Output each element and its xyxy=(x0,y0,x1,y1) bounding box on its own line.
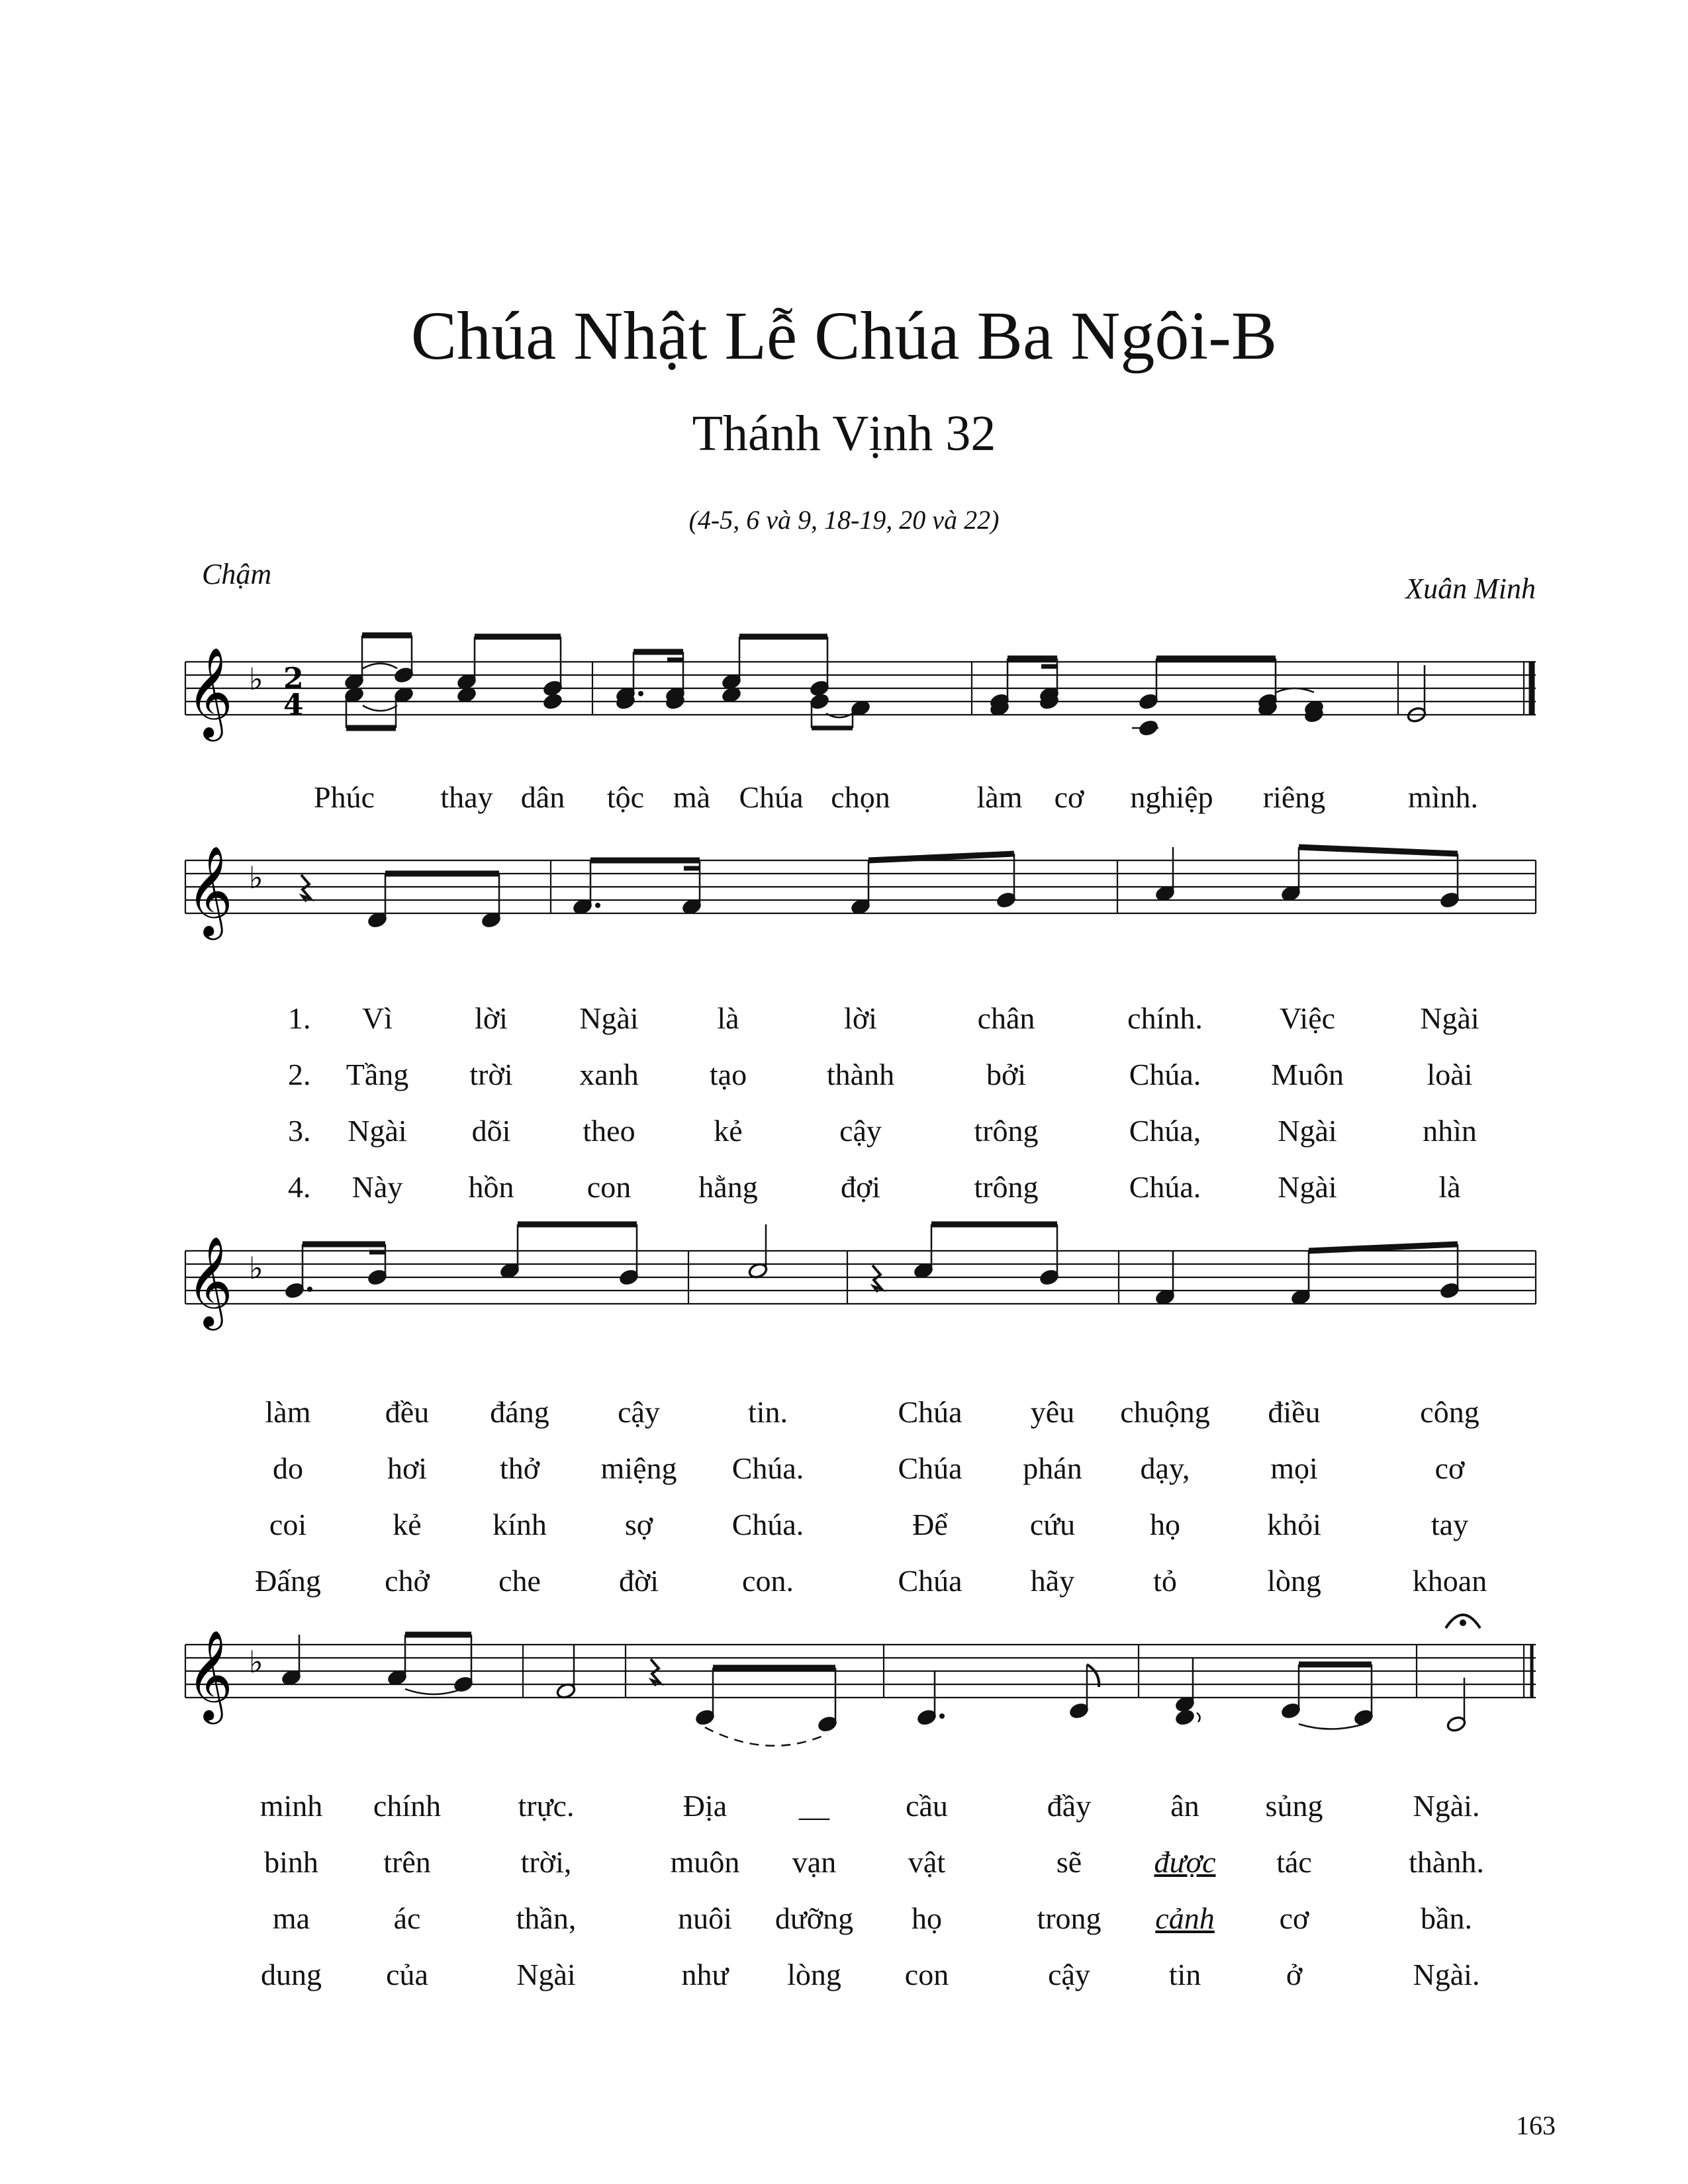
treble-clef: 𝄞 xyxy=(187,646,233,737)
lyric-syllable: bởi xyxy=(986,1058,1027,1091)
lyric-syllable: Phúc xyxy=(314,780,375,814)
lyric-syllable: __ xyxy=(799,1789,829,1823)
verse-number: 3. xyxy=(288,1114,311,1148)
lyric-syllable: kính xyxy=(492,1508,547,1541)
page-number: 163 xyxy=(1516,2111,1556,2140)
psalm-verse-reference: (4-5, 6 và 9, 18-19, 20 và 22) xyxy=(688,505,1000,535)
lyric-syllable: hơi xyxy=(387,1451,428,1485)
lyric-syllable: Chúa xyxy=(898,1395,962,1429)
lyric-syllable: chuộng xyxy=(1120,1395,1210,1429)
lyric-syllable: sủng xyxy=(1265,1789,1323,1823)
lyric-syllable: Ngài xyxy=(516,1958,576,1991)
lyric-syllable-emphasized: cảnh xyxy=(1155,1901,1215,1935)
lyric-syllable: tin xyxy=(1168,1958,1201,1991)
lyric-syllable: cậy xyxy=(618,1395,660,1429)
lyric-syllable: cậy xyxy=(1048,1958,1090,1991)
lyric-syllable: Ngài. xyxy=(1413,1958,1480,1991)
lyric-syllable: Ngài xyxy=(1278,1170,1337,1204)
verse-notes-2 xyxy=(285,1224,1460,1306)
lyric-syllable: như xyxy=(681,1958,729,1991)
lyric-syllable: binh xyxy=(264,1845,318,1879)
lyric-syllable: là xyxy=(1438,1170,1461,1204)
lyric-syllable: tin. xyxy=(747,1395,788,1429)
lyric-syllable: Ngài xyxy=(1420,1001,1479,1035)
lyric-syllable: của xyxy=(386,1958,428,1991)
lyric-syllable: tỏ xyxy=(1153,1564,1177,1598)
lyric-syllable: Chúa. xyxy=(1129,1170,1201,1204)
lyric-syllable: cơ xyxy=(1054,780,1084,814)
lyric-syllable: chính. xyxy=(1127,1001,1203,1035)
lyric-syllable: theo xyxy=(583,1114,635,1148)
lyric-syllable: đợi xyxy=(840,1170,881,1204)
lyric-syllable: tộc xyxy=(606,780,645,814)
song-title: Chúa Nhật Lễ Chúa Ba Ngôi-B xyxy=(410,298,1278,374)
lyric-syllable: ác xyxy=(393,1901,421,1935)
lyric-syllable: ở xyxy=(1286,1958,1303,1991)
lyric-syllable: kẻ xyxy=(714,1114,743,1148)
lyric-syllable: Vì xyxy=(362,1001,393,1035)
flat-key-signature: ♭ xyxy=(249,1644,263,1680)
lyric-syllable: miệng xyxy=(600,1451,677,1485)
lyric-syllable: nuôi xyxy=(678,1901,732,1935)
staff-verse-2 xyxy=(185,1251,1536,1304)
tempo-marking: Chậm xyxy=(202,558,272,590)
lyric-syllable: do xyxy=(273,1451,303,1485)
lyric-syllable: chân xyxy=(977,1001,1035,1035)
lyric-syllable: nhìn xyxy=(1423,1114,1477,1148)
lyric-syllable: là xyxy=(717,1001,739,1035)
lyric-syllable: lòng xyxy=(787,1958,841,1991)
lyric-syllable: công xyxy=(1420,1395,1479,1429)
lyric-syllable: đều xyxy=(385,1395,430,1429)
lyric-syllable: thành xyxy=(826,1058,895,1091)
lyric-syllable: mà xyxy=(673,780,711,814)
lyric-syllable: Ngài xyxy=(348,1114,407,1148)
lyric-syllable: coi xyxy=(269,1508,307,1541)
lyric-syllable: hồn xyxy=(468,1170,514,1204)
lyric-syllable: họ xyxy=(1150,1508,1180,1541)
lyric-syllable: Việc xyxy=(1279,1001,1336,1035)
lyric-syllable: Ngài xyxy=(1278,1114,1337,1148)
lyric-syllable: bần. xyxy=(1421,1901,1472,1935)
treble-clef: 𝄞 xyxy=(187,844,233,936)
lyric-syllable: loài xyxy=(1427,1058,1473,1091)
treble-clef: 𝄞 xyxy=(187,1629,233,1720)
verse-notes-1 xyxy=(301,847,1460,929)
lyric-syllable: trực. xyxy=(518,1789,575,1823)
treble-clef: 𝄞 xyxy=(187,1235,233,1326)
lyric-syllable: thần, xyxy=(516,1901,577,1935)
verse-number: 2. xyxy=(288,1058,311,1091)
lyric-syllable: điều xyxy=(1268,1395,1321,1429)
lyric-syllable: tạo xyxy=(709,1058,747,1091)
lyric-syllable: đầy xyxy=(1047,1789,1092,1823)
lyric-syllable: khỏi xyxy=(1267,1508,1321,1541)
lyric-syllable: đời xyxy=(618,1564,659,1598)
lyric-syllable: hãy xyxy=(1030,1564,1075,1598)
lyric-syllable: kẻ xyxy=(393,1508,422,1541)
lyric-syllable: dõi xyxy=(471,1114,511,1148)
lyric-syllable: riêng xyxy=(1262,780,1326,814)
lyric-syllable: che xyxy=(498,1564,541,1598)
flat-key-signature: ♭ xyxy=(249,1250,263,1286)
lyric-syllable: cầu xyxy=(906,1789,948,1823)
lyric-syllable: Chúa xyxy=(898,1451,962,1485)
lyric-syllable: Tầng xyxy=(346,1058,409,1091)
lyric-syllable: chở xyxy=(385,1564,430,1598)
lyric-syllable: thành. xyxy=(1409,1845,1484,1879)
lyric-syllable: Để xyxy=(912,1508,948,1541)
lyric-syllable: ma xyxy=(272,1901,310,1935)
lyric-syllable: yêu xyxy=(1030,1395,1075,1429)
lyric-syllable: Chúa, xyxy=(1129,1114,1201,1148)
lyric-syllable: trên xyxy=(383,1845,431,1879)
lyric-syllable: Này xyxy=(352,1170,403,1204)
lyric-syllable: trong xyxy=(1037,1901,1102,1935)
verse-number: 1. xyxy=(288,1001,311,1035)
lyric-syllable: tác xyxy=(1276,1845,1312,1879)
lyric-syllable: trông xyxy=(974,1170,1039,1204)
lyric-syllable: Chúa xyxy=(898,1564,962,1598)
lyric-syllable: Chúa. xyxy=(731,1451,804,1485)
lyric-syllable: Chúa xyxy=(739,780,804,814)
lyric-syllable: Ngài. xyxy=(1413,1789,1480,1823)
lyric-syllable: lòng xyxy=(1267,1564,1321,1598)
lyric-syllable: con xyxy=(586,1170,632,1204)
lyric-syllable: minh xyxy=(259,1789,323,1823)
lyric-syllable: sẽ xyxy=(1056,1845,1082,1879)
lyric-syllable: họ xyxy=(912,1901,942,1935)
refrain-notes xyxy=(344,635,1427,737)
psalm-subtitle: Thánh Vịnh 32 xyxy=(692,406,996,461)
lyric-syllable-emphasized: được xyxy=(1154,1845,1216,1879)
time-signature-bottom: 4 xyxy=(283,688,304,722)
lyric-syllable: dưỡng xyxy=(774,1901,854,1935)
composer-name: Xuân Minh xyxy=(1405,572,1536,605)
lyric-syllable: Chúa. xyxy=(731,1508,804,1541)
lyric-syllable: chọn xyxy=(831,780,890,814)
lyric-syllable: vạn xyxy=(792,1845,837,1879)
lyric-syllable: mình. xyxy=(1407,780,1479,814)
lyric-syllable: lời xyxy=(844,1001,877,1035)
staff-verse-3 xyxy=(185,1645,1536,1698)
lyric-syllable: Chúa. xyxy=(1129,1058,1201,1091)
lyric-syllable: cứu xyxy=(1029,1508,1076,1541)
verse-number: 4. xyxy=(288,1170,311,1204)
lyric-syllable: trông xyxy=(974,1114,1039,1148)
lyric-syllable: xanh xyxy=(579,1058,639,1091)
lyric-syllable: Muôn xyxy=(1271,1058,1344,1091)
lyric-syllable: trời, xyxy=(520,1845,572,1879)
lyric-syllable: làm xyxy=(265,1395,311,1429)
lyric-syllable: cơ xyxy=(1279,1901,1309,1935)
lyric-syllable: cơ xyxy=(1434,1451,1465,1485)
lyric-syllable: dạy, xyxy=(1140,1451,1190,1485)
lyric-syllable: cậy xyxy=(839,1114,882,1148)
time-signature-top: 2 xyxy=(283,662,304,696)
lyric-syllable: dung xyxy=(261,1958,322,1991)
flat-key-signature: ♭ xyxy=(249,860,263,895)
lyric-syllable: mọi xyxy=(1270,1451,1318,1485)
lyric-syllable: con xyxy=(904,1958,949,1991)
lyric-syllable: làm xyxy=(976,780,1023,814)
lyric-syllable: dân xyxy=(520,780,565,814)
lyric-syllable: thay xyxy=(440,780,493,814)
lyric-syllable: chính xyxy=(373,1789,442,1823)
lyric-syllable: phán xyxy=(1023,1451,1082,1485)
lyric-syllable: con. xyxy=(742,1564,794,1598)
lyric-syllable: vật xyxy=(908,1845,946,1879)
flat-key-signature: ♭ xyxy=(249,661,263,697)
lyric-syllable: Ngài xyxy=(579,1001,639,1035)
lyric-syllable: hằng xyxy=(698,1170,758,1204)
lyric-syllable: muôn xyxy=(670,1845,740,1879)
lyric-syllable: thở xyxy=(499,1451,540,1485)
lyric-syllable: sợ xyxy=(624,1508,653,1541)
lyric-syllable: đáng xyxy=(490,1395,549,1429)
lyric-syllable: lời xyxy=(475,1001,508,1035)
verse-notes-3 xyxy=(281,1615,1480,1746)
lyric-syllable: Địa xyxy=(682,1789,727,1823)
lyric-syllable: trời xyxy=(469,1058,513,1091)
lyric-syllable: ân xyxy=(1170,1789,1199,1823)
lyric-syllable: Đấng xyxy=(255,1564,321,1598)
lyric-syllable: tay xyxy=(1430,1508,1469,1541)
lyric-syllable: nghiệp xyxy=(1130,780,1213,814)
lyric-syllable: khoan xyxy=(1412,1564,1487,1598)
